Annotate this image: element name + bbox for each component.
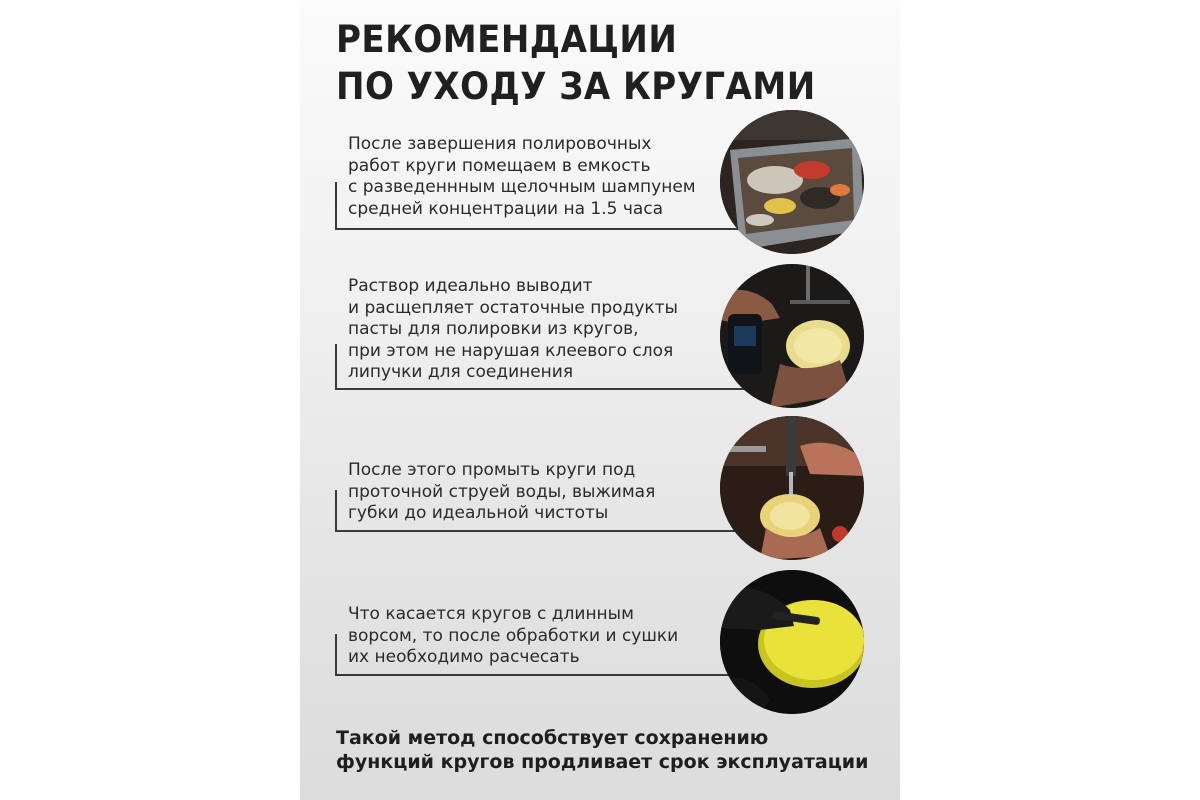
rinsing-pad-icon [720,416,864,560]
step-2 [300,262,900,412]
care-recommendations-card [300,0,900,800]
step-2-line-3: пасты для полировки из кругов, [348,319,639,339]
title-line-2: ПО УХОДУ ЗА КРУГАМИ [336,65,816,108]
step-4-line-3: их необходимо расчесать [348,647,580,667]
page-title [336,16,816,110]
footer-line-2: функций кругов продливает срок эксплуатации [336,751,869,773]
step-4-bracket [335,634,757,676]
step-4 [300,570,900,720]
step-3-bracket [335,490,757,532]
brushing-pad-icon [720,570,864,714]
step-4-line-2: ворсом, то после обработки и сушки [348,625,679,646]
step-1 [300,110,900,260]
pads-soaking-in-container-photo [720,110,864,254]
step-4-line-1: Что касается кругов с длинным [348,604,634,624]
step-2-line-4: при этом не нарушая клеевого слоя [348,340,674,361]
spraying-pad-icon [720,264,864,408]
rinsing-pad-under-water-photo [720,416,864,560]
step-3-line-2: проточной струей воды, выжимая [348,481,656,502]
spraying-pad-photo [720,264,864,408]
footer-line-1: Такой метод способствует сохранению [336,727,769,749]
footer-note [336,726,868,774]
step-2-line-2: и расщепляет остаточные продукты [348,297,678,318]
step-2-line-1: Раствор идеально выводит [348,276,593,296]
brushing-yellow-pad-photo [720,570,864,714]
step-2-line-5: липучки для соединения [348,362,574,382]
step-3-line-1: После этого промыть круги под [348,460,636,480]
step-2-bracket [335,344,757,390]
step-1-line-3: с разведеннным щелочным шампунем [348,177,696,197]
step-3 [300,416,900,566]
step-1-line-1: После завершения полировочных [348,134,652,154]
step-1-line-2: работ круги помещаем в емкость [348,155,651,176]
title-line-1: РЕКОМЕНДАЦИИ [336,18,678,61]
pads-soaking-in-container-icon [720,110,864,254]
step-1-line-4: средней концентрации на 1.5 часа [348,198,664,219]
step-1-bracket [335,182,757,230]
step-3-line-3: губки до идеальной чистоты [348,503,609,523]
